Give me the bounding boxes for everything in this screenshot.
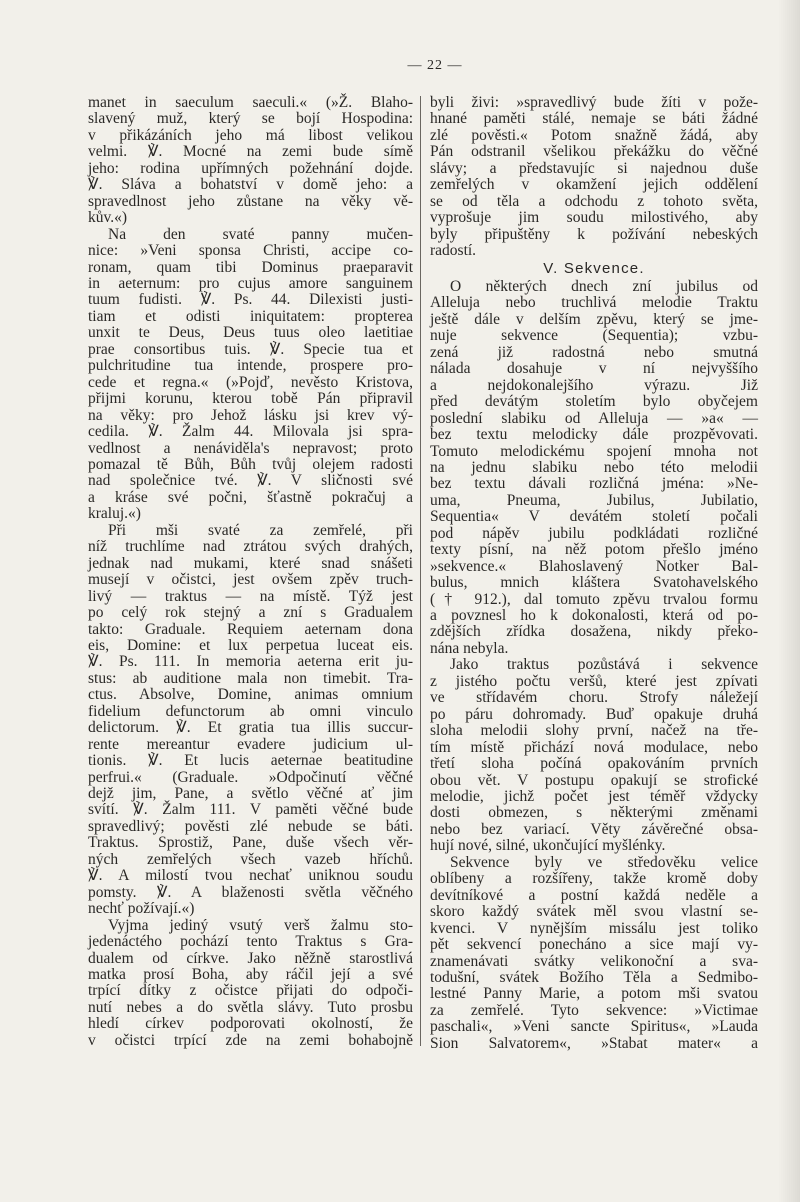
text-line: nice: »Veni sponsa Christi, accipe co- [88, 242, 413, 260]
paragraph [430, 95, 758, 260]
text-line: »sekvence.« Blahoslavený Notker Bal- [430, 557, 758, 575]
text-line: rente mereantur evadere judicium ul- [88, 735, 413, 753]
text-line: ronam, quam tibi Dominus praeparavit [88, 258, 413, 276]
text-line: in aeternum: pro cujus amore sanguinem [88, 274, 413, 292]
column-divider [420, 96, 421, 1046]
text-line: pět sekvencí ponecháno a sice mají vy- [430, 936, 758, 954]
text-line: Jako traktus pozůstává i sekvence [450, 656, 758, 674]
text-line: v očistci trpící zde na zemi bohabojně [88, 1031, 413, 1049]
text-line: byly připuštěny k požívání nebeských [430, 225, 758, 243]
text-line: uma, Pneuma, Jubilus, Jubilatio, [430, 491, 758, 509]
paragraph [430, 657, 758, 854]
text-line: před devátým stoletím bylo obyčejem [430, 393, 758, 411]
text-line: nechť požívají.«) [88, 900, 195, 918]
text-line: na věky: pro Jehož lásku jsi krev vý- [88, 406, 413, 424]
text-line: nad společnice tvé. ℣. V sličnosti své [88, 472, 413, 490]
text-line: kův.«) [88, 209, 128, 227]
text-line: jedenáctého pochází tento Traktus s Gra- [88, 933, 413, 951]
text-line: nálada dosahuje v ní nejvyššího [430, 360, 758, 378]
text-line: zlé pověsti.« Potom snažně žádá, aby [430, 126, 758, 144]
text-line: pulchritudine tua intende, prospere pro- [88, 357, 413, 375]
text-line: zdějších zřídka dosažena, nikdy překo- [430, 623, 758, 641]
text-line: bez textu dávali rozličná jména: »Ne- [430, 475, 758, 493]
text-line: zená již radostná nebo smutná [430, 343, 758, 361]
left-column [88, 95, 413, 1049]
text-line: se od těla a odchodu z tohoto světa, [430, 192, 758, 210]
paragraph [430, 279, 758, 657]
paragraph [430, 855, 758, 1052]
text-line: unxit te Deus, Deus tuus oleo laetitiae [88, 324, 413, 342]
text-line: takto: Graduale. Requiem aeternam dona [88, 620, 413, 638]
text-line: ve střídavém choru. Strofy náležejí [430, 689, 758, 707]
text-line: po páru dohromady. Buď opakuje druhá [430, 705, 758, 723]
text-line: fidelium defunctorum ab omni vinculo [88, 702, 413, 720]
text-line: slavený muž, který se bojí Hospodina: [88, 110, 413, 128]
text-line: livý — traktus — na místě. Týž jest [88, 587, 413, 605]
text-line: todušní, svátek Božího Těla a Sedmibo- [430, 969, 758, 986]
text-line: stus: ab auditione mala non timebit. Tra- [88, 669, 413, 687]
text-line: Sion Salvatorem«, »Stabat mater« a [430, 1034, 758, 1052]
text-line: a povznesl ho k dokonalosti, která od po- [430, 607, 758, 625]
text-line: vedlnost a nenáviděla's nepravost; proto [88, 439, 413, 457]
text-line: radostí. [430, 242, 477, 260]
text-line: nuje sekvence (Sequentia); vzbu- [430, 327, 758, 345]
text-line: slávy; a představujíc si najednou duše [430, 159, 758, 177]
text-line: ℣. Sláva a bohatství v domě jeho: a [88, 176, 413, 194]
text-line: skoro každý svátek měl svou vlastní se- [430, 903, 758, 921]
text-line: obou vět. V postupu opakují se strofické [430, 771, 758, 789]
text-line: spravedlivý; pověsti zlé nebude se báti. [88, 817, 413, 835]
text-line: paschali«, »Veni sancte Spiritus«, »Lauda [430, 1018, 758, 1036]
paragraph [88, 918, 413, 1050]
text-line: Sekvence byly ve středověku velice [450, 853, 758, 871]
text-line: Traktus. Sprostiž, Pane, duše všech věr- [88, 834, 413, 852]
text-line: pomsty. ℣. A blaženosti světla věčného [88, 883, 413, 901]
text-line: velmi. ℣. Mocné na zemi bude símě [88, 143, 413, 161]
page-number: — 22 — [407, 58, 463, 73]
text-line: texty písní, na něž potom přešlo jméno [430, 541, 758, 559]
text-line: kraluj.«) [88, 505, 141, 523]
text-line: hnané paměti stálé, nemaje se báti žádné [430, 110, 758, 128]
text-line: kvenci. V nynějším missálu jest toliko [430, 919, 758, 937]
text-line: devítníkové a postní každá neděle a [430, 886, 758, 904]
text-line: za zemřelé. Tyto sekvence: »Victimae [430, 1001, 758, 1019]
text-line: přijmi korunu, kterou tobě Pán připravil [88, 390, 413, 408]
text-line: manet in saeculum saeculi.« (»Ž. Blaho- [88, 94, 413, 111]
text-line: Sequentia« V devátém století počali [430, 508, 758, 526]
text-line: hledí církev podporovati okolností, že [88, 1015, 413, 1033]
text-line: nebo bez variací. Věty závěrečné obsa- [430, 820, 758, 838]
text-line: Alleluja nebo truchlivá melodie Traktu [430, 294, 758, 312]
text-line: bulus, mnich kláštera Svatohavelského [430, 574, 758, 592]
section-heading: V. Sekvence. [543, 259, 645, 277]
text-line: zemřelých v okamžení jejich oddělení [430, 176, 758, 194]
text-line: dosti obmezen, s některými změnami [430, 804, 758, 822]
text-line: z jistého počtu veršů, které jest zpívati [430, 672, 758, 690]
text-line: poslední slabiku od Alleluja — »a« — [430, 409, 758, 427]
page-edge-shadow [778, 0, 800, 1202]
right-column [430, 95, 758, 1052]
text-line: cedila. ℣. Žalm 44. Milovala jsi spra- [88, 423, 413, 441]
text-line: třetí sloha počíná opakováním prvních [430, 755, 758, 773]
text-line: byli živi: »spravedlivý bude žíti v pože- [430, 94, 758, 111]
text-line: oblíbeny a rozšířeny, takže kromě doby [430, 870, 758, 888]
paragraph [88, 95, 413, 227]
text-line: tionis. ℣. Et lucis aeternae beatitudine [88, 752, 413, 770]
text-line: ještě dále v delším zpěvu, který se jme- [430, 310, 758, 328]
text-line: svítí. ℣. Žalm 111. V paměti věčné bude [88, 801, 413, 819]
text-line: na jednu slabiku nebo této melodii [430, 458, 758, 476]
text-line: trpící dítky z očistce přijati do odpoči- [88, 982, 413, 1000]
text-line: lestné Panny Marie, a potom mši svatou [430, 985, 758, 1003]
text-line: ných zemřelých všech vazeb hříchů. [88, 850, 413, 868]
text-line: nána nebyla. [430, 639, 509, 657]
text-line: melodie, jichž počet jest téměř vždycky [430, 788, 758, 806]
text-line: pomazal tě Bůh, Bůh tvůj olejem radosti [88, 455, 413, 473]
text-line: matka prosí Boha, aby ráčil její a své [88, 966, 413, 984]
text-line: Tomuto melodickému spojení mnoha not [430, 442, 758, 460]
text-line: vyprošuje jim soudu milostivého, aby [430, 209, 758, 227]
text-line: eis, Domine: et lux perpetua luceat eis. [88, 636, 413, 654]
text-line: a kráse své počni, šťastně pokračuj a [88, 488, 413, 506]
text-line: Vyjma jediný vsutý verš žalmu sto- [108, 916, 413, 934]
text-line: po celý rok stejný a zní s Gradualem [88, 604, 413, 622]
text-line: znamenávati svátky velikonoční a sva- [430, 952, 758, 970]
text-line: v přikázáních jeho má libost velikou [88, 126, 413, 144]
text-line: tiam et odisti iniquitatem: propterea [88, 307, 413, 325]
text-line: Pán odstranil všelikou překážku do věčné [430, 143, 758, 161]
text-line: Na den svaté panny mučen- [108, 225, 413, 243]
text-line: spravedlnost jeho zůstane na věky vě- [88, 192, 413, 210]
text-line: Při mši svaté za zemřelé, při [108, 521, 413, 539]
text-line: ℣. A milostí tvou nechať uniknou soudu [88, 867, 413, 885]
text-line: nutí nebes a do světla slávy. Tuto prosbu [88, 998, 413, 1016]
text-line: hují nové, silné, ukončující myšlénky. [430, 837, 666, 855]
text-line: sloha melodii slohy první, načež na tře- [430, 722, 758, 740]
paragraph [88, 523, 413, 918]
text-line: jednak nad mukami, které snad snášeti [88, 554, 413, 572]
paragraph [88, 227, 413, 523]
text-line: perfrui.« (Graduale. »Odpočinutí věčné [88, 768, 413, 786]
text-line: musejí v očistci, jest ovšem zpěv truch- [88, 571, 413, 589]
text-line: ℣. Ps. 111. In memoria aeterna erit ju- [88, 653, 413, 671]
text-line: ctus. Absolve, Domine, animas omnium [88, 686, 413, 704]
text-line: níž truchlíme nad ztrátou svých drahých, [88, 538, 413, 556]
text-line: a nejdokonalejšího výrazu. Již [430, 376, 758, 394]
text-line: dejž jim, Pane, a světlo věčné ať jim [88, 785, 413, 803]
text-line: jeho: rodina upřímných požehnání dojde. [88, 159, 413, 177]
text-line: tuum fudisti. ℣. Ps. 44. Dilexisti justi- [88, 291, 413, 309]
text-line: delictorum. ℣. Et gratia tua illis succur- [88, 719, 413, 737]
text-line: pod nápěv jubilu podkládati rozličné [430, 524, 758, 542]
text-line: cede et regna.« (»Pojď, nevěsto Kristova, [88, 373, 413, 391]
text-line: bez textu melodicky dále prozpěvovati. [430, 426, 758, 444]
text-line: dualem od církve. Jako něžně starostlivá [88, 949, 413, 967]
text-line: prae consortibus tuis. ℣. Specie tua et [88, 340, 413, 358]
text-line: O některých dnech zní jubilus od [450, 277, 758, 295]
text-line: († 912.), dal tomuto zpěvu trvalou formu [430, 590, 758, 608]
text-line: tím místě přichází nová modulace, nebo [430, 738, 758, 756]
